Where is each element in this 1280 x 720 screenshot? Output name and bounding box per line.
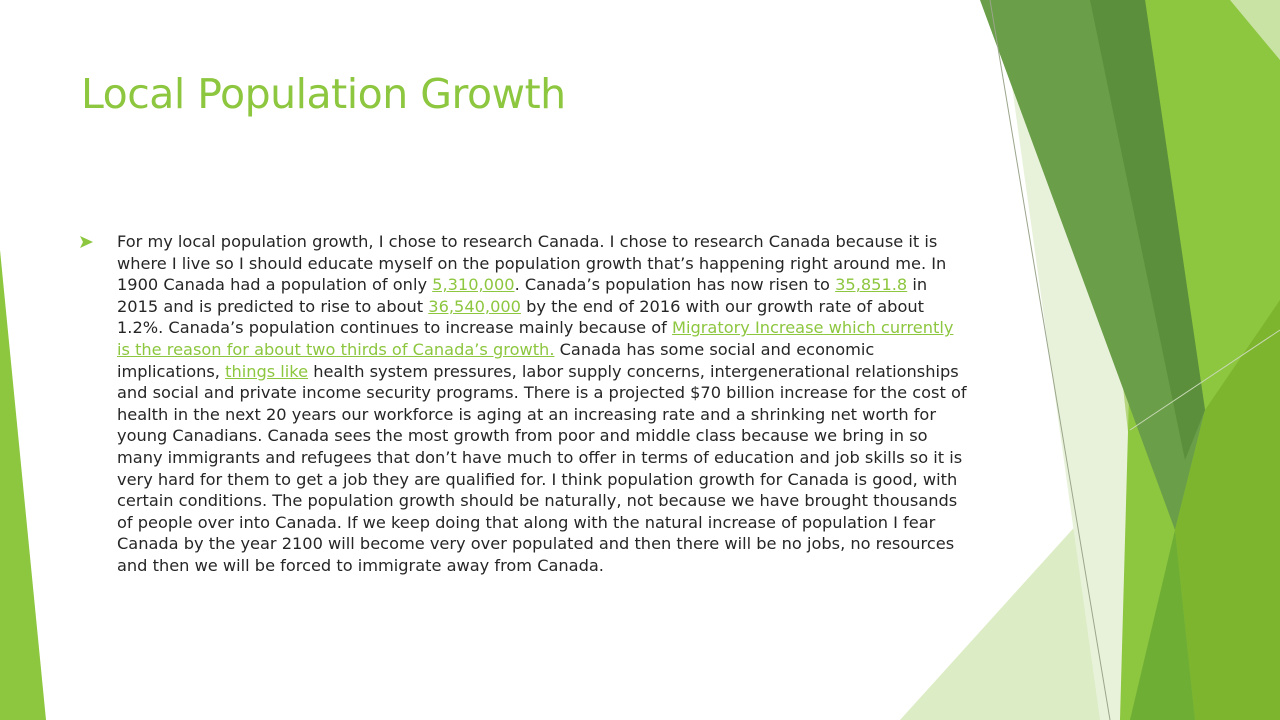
- link-population-2015[interactable]: 35,851.8: [835, 275, 908, 295]
- body-paragraph: [117, 231, 970, 577]
- arrowhead-bullet-icon: [80, 235, 94, 249]
- left-edge-strip: [0, 250, 46, 720]
- body-text-1: For my local population growth, I chose to research Canada. I chose to research Canada because it is where I live so I should educate myself on the population growth that’s happening right around me. In 1900 Canada had a population of only: [117, 232, 947, 295]
- body-text-5: Canada has some social and economic implications,: [117, 339, 875, 381]
- slide-title: Local Population Growth: [81, 70, 566, 118]
- body-text-2: . Canada’s population has now risen to: [514, 275, 836, 295]
- body-content: [80, 231, 970, 577]
- link-population-1900[interactable]: 5,310,000: [432, 275, 515, 295]
- link-migratory-increase[interactable]: Migratory Increase which currently is the reason for about two thirds of Canada’s growth.: [117, 318, 954, 359]
- body-text-4: by the end of 2016 with our growth rate of about 1.2%. Canada’s population continues to increase mainly because of: [117, 296, 924, 338]
- link-things-like[interactable]: things like: [225, 361, 309, 381]
- link-population-2016[interactable]: 36,540,000: [428, 296, 521, 316]
- body-text-6: health system pressures, labor supply concerns, intergenerational relationships and social and private income security programs. There is a projected $70 billion increase for the cost of health in the next 20 years our workforce is aging at an increasing rate and a shrinking net worth for young Canadians. Canada sees the most growth from poor and middle class because we bring in so many immigrants and refugees that don’t have much to offer in terms of education and job skills so it is very hard for them to get a job they are qualified for. I think population growth for Canada is good, with certain conditions. The population growth should be naturally, not because we have brought thousands of people over into Canada. If we keep doing that along with the natural increase of population I fear Canada by the year 2100 will become very over populated and then there will be no jobs, no resources and then we will be forced to immigrate away from Canada.: [117, 361, 967, 575]
- body-text-3: in 2015 and is predicted to rise to about: [117, 275, 928, 316]
